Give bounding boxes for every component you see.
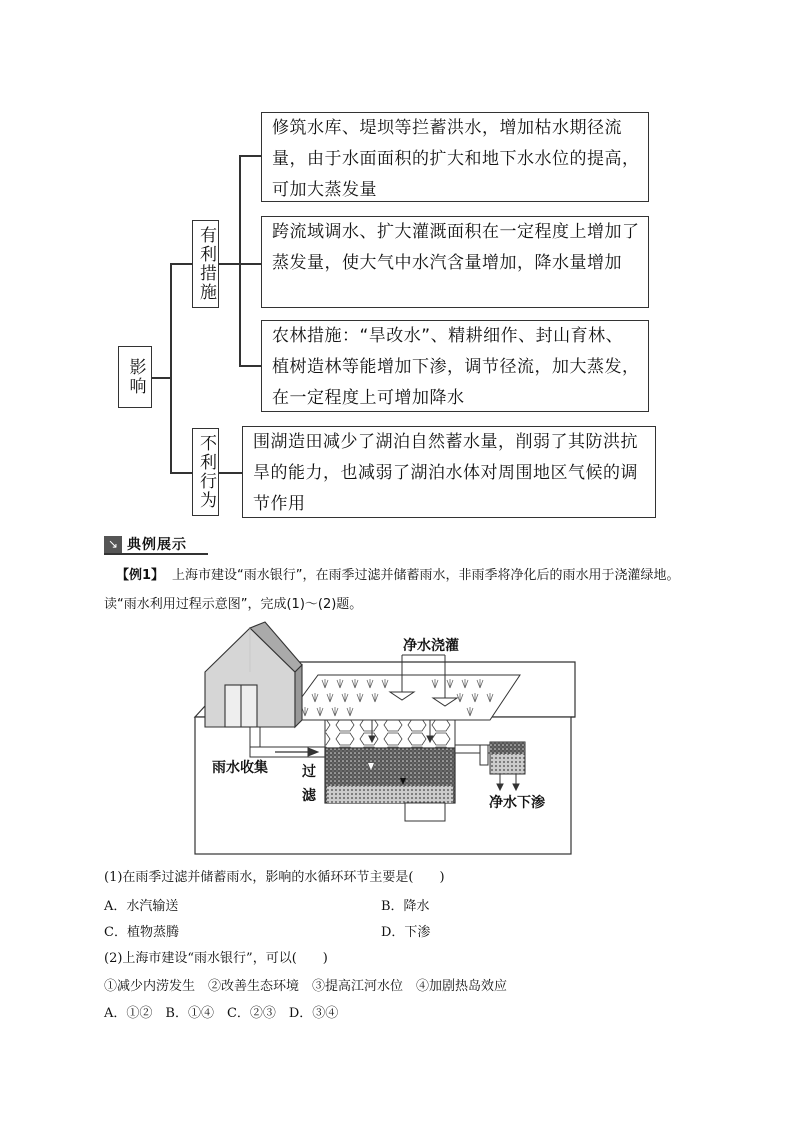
connector xyxy=(152,377,170,379)
gravel-layer xyxy=(325,720,455,748)
section-arrow-icon: ↘ xyxy=(104,536,122,553)
example-text: 上海市建设“雨水银行”，在雨季过滤并储蓄雨水，非雨季将净化后的雨水用于浇灌绿地。 xyxy=(172,568,680,583)
q1-option-a[interactable]: A．水汽输送 xyxy=(104,899,179,914)
connector xyxy=(239,263,261,265)
example-line2: 读“雨水利用过程示意图”，完成(1)～(2)题。 xyxy=(104,597,363,612)
behavior-box-reclamation: 围湖造田减少了湖泊自然蓄水量，削弱了其防洪抗旱的能力，也减弱了湖泊水体对周围地区气候的调节作用 xyxy=(242,426,656,518)
connector xyxy=(170,263,172,473)
label-filter-1: 过 xyxy=(302,764,316,780)
label-irrigation: 净水浇灌 xyxy=(403,638,459,654)
q1-option-c[interactable]: C．植物蒸腾 xyxy=(104,925,179,940)
label-collect: 雨水收集 xyxy=(212,760,268,776)
section-underline xyxy=(104,553,208,555)
favorable-node: 有利措施 xyxy=(192,220,219,308)
connector xyxy=(239,365,261,367)
measure-box-water-transfer: 跨流域调水、扩大灌溉面积在一定程度上增加了蒸发量，使大气中水汽含量增加，降水量增加 xyxy=(261,216,649,308)
section-header xyxy=(104,534,187,554)
question-2-stem: (2)上海市建设“雨水银行”，可以( ) xyxy=(104,951,328,966)
connector xyxy=(219,472,242,474)
house-icon xyxy=(205,622,302,727)
measure-box-reservoir: 修筑水库、堤坝等拦蓄洪水，增加枯水期径流量，由于水面面积的扩大和地下水水位的提高，可加大蒸发量 xyxy=(261,112,649,202)
measure-box-agroforestry: 农林措施：“旱改水”、精耕细作、封山育林、植树造林等能增加下渗，调节径流，加大蒸发，在一定程度上可增加降水 xyxy=(261,320,649,412)
unfavorable-node: 不利行为 xyxy=(192,428,219,516)
root-node: 影响 xyxy=(118,346,152,408)
seepage-tank xyxy=(490,742,525,774)
q1-option-b[interactable]: B．降水 xyxy=(381,899,430,914)
q1-option-d[interactable]: D．下渗 xyxy=(381,925,431,940)
section-title: 典例展示 xyxy=(127,537,187,553)
example-tag: 【例1】 xyxy=(116,568,165,583)
connector xyxy=(239,155,241,366)
rainwater-diagram xyxy=(190,620,580,860)
example-line1 xyxy=(116,566,756,586)
connector xyxy=(219,263,239,265)
connector xyxy=(170,263,192,265)
connector xyxy=(170,472,192,474)
label-seep: 净水下渗 xyxy=(489,795,545,811)
question-2-items: ①减少内涝发生 ②改善生态环境 ③提高江河水位 ④加剧热岛效应 xyxy=(104,979,508,994)
label-filter-2: 滤 xyxy=(302,788,316,804)
q2-options[interactable]: A．①② B．①④ C．②③ D．③④ xyxy=(104,1006,339,1021)
question-1-stem: (1)在雨季过滤并储蓄雨水，影响的水循环环节主要是( ) xyxy=(104,870,445,885)
connector xyxy=(239,155,261,157)
